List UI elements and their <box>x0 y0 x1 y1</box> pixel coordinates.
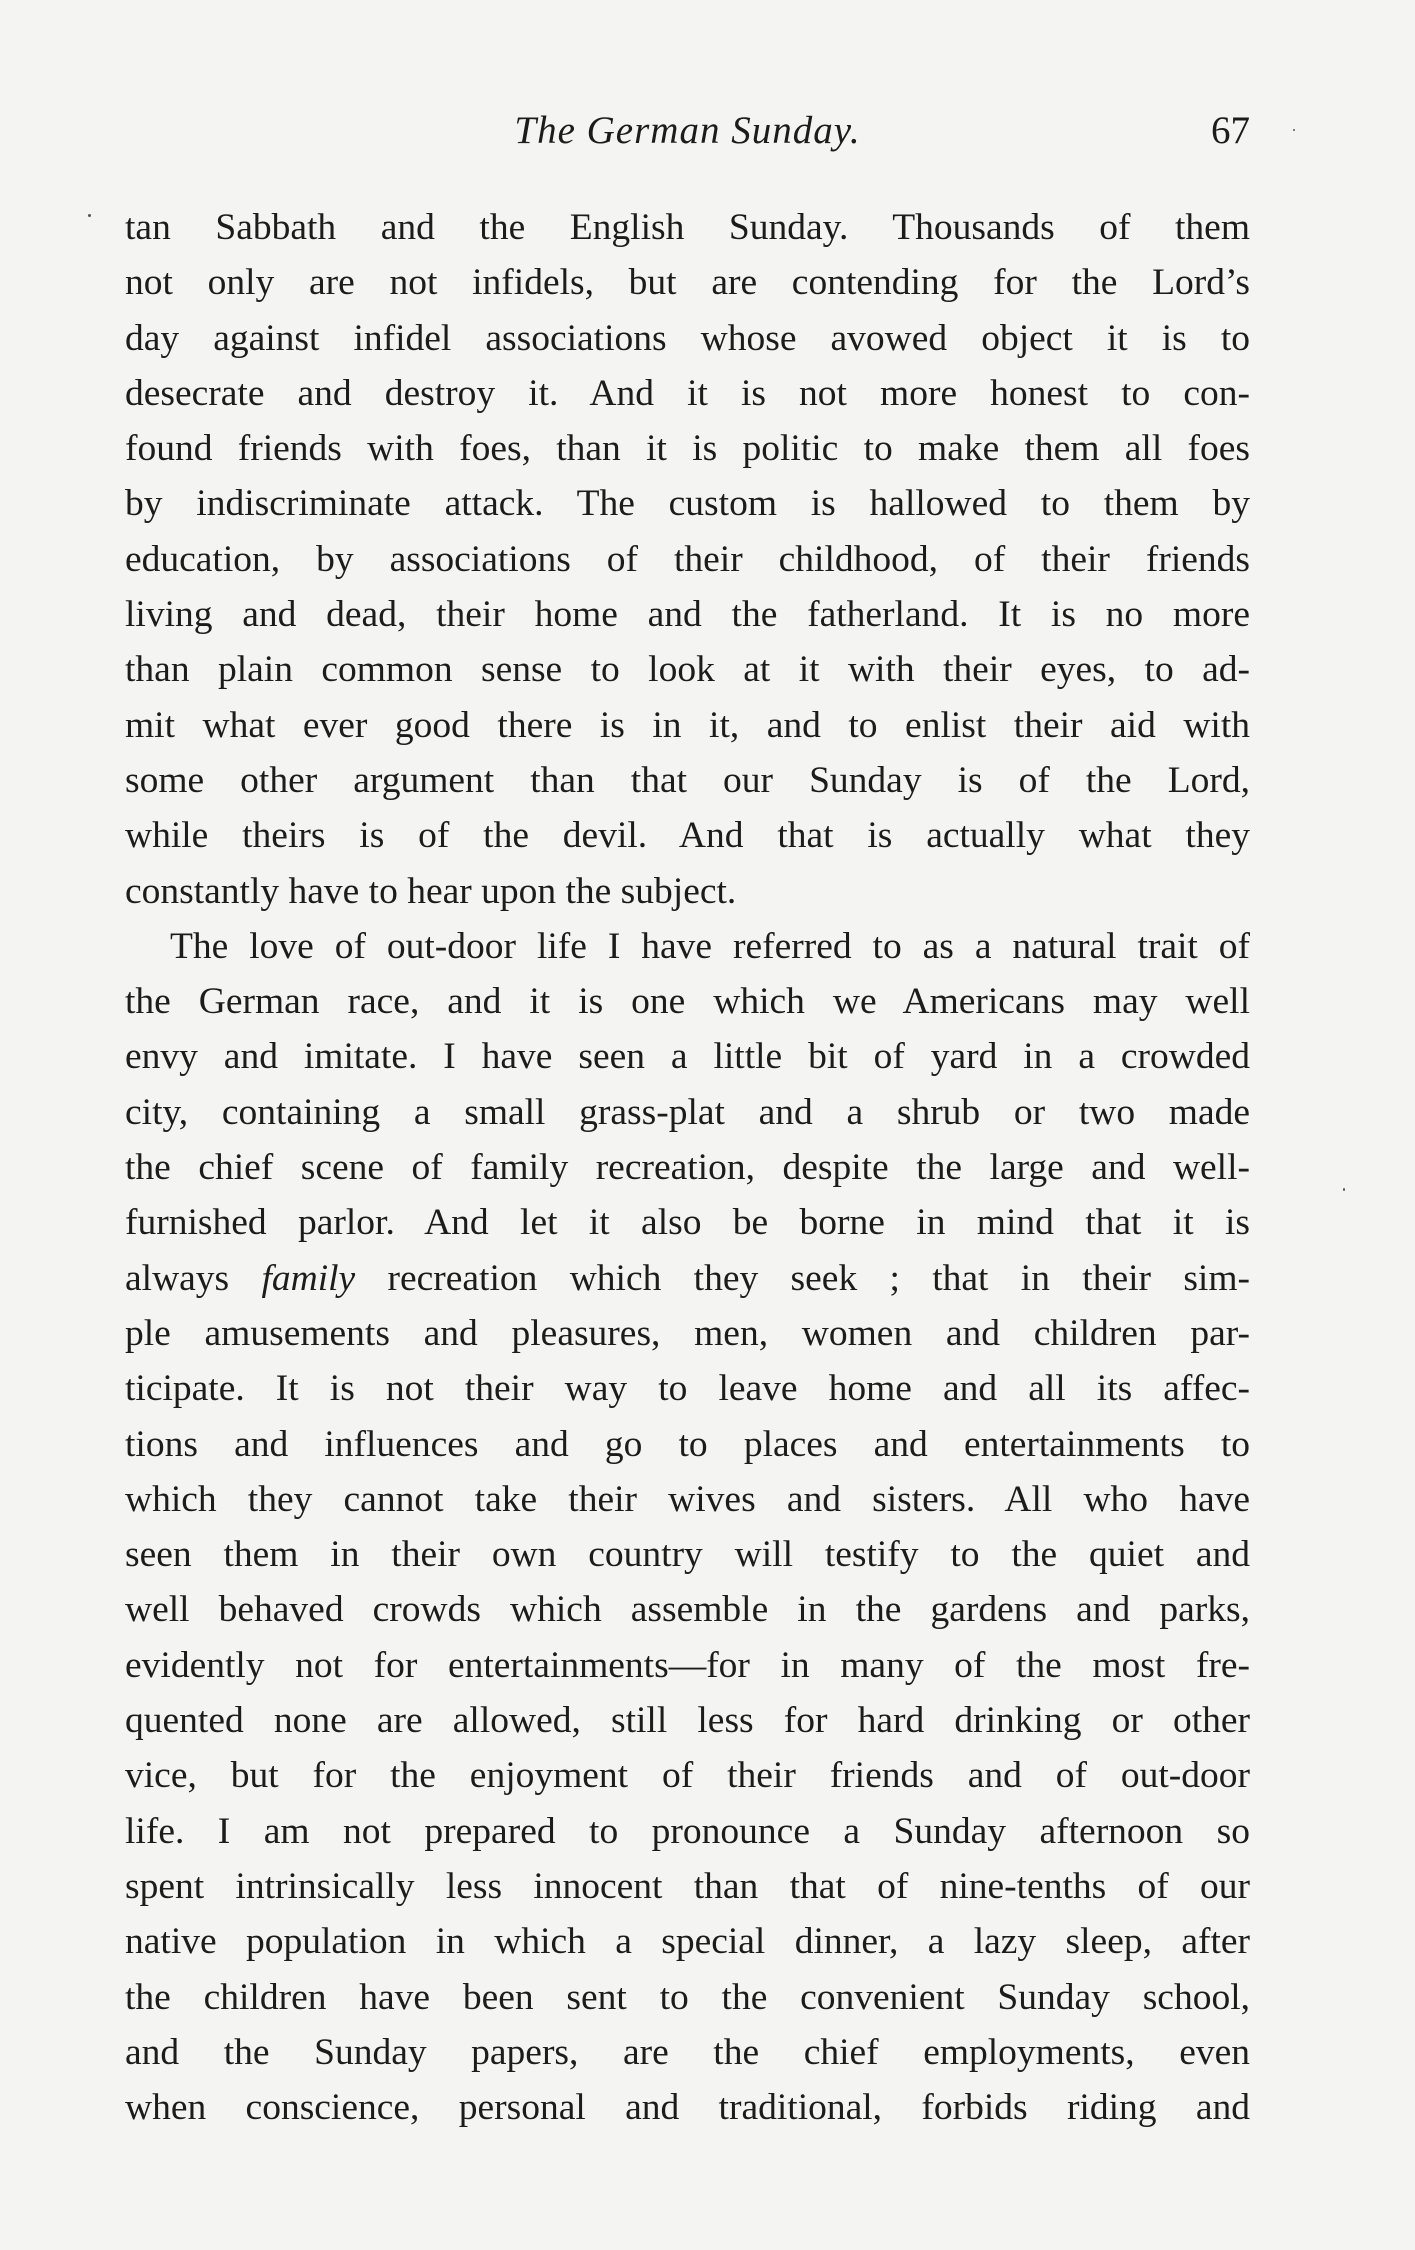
text-line: by indiscriminate attack. The custom is hallowed to them by <box>125 483 1250 525</box>
text-line: not only are not infidels, but are contending for the Lord’s <box>125 262 1250 304</box>
text-line: and the Sunday papers, are the chief employments, even <box>125 2031 1250 2073</box>
running-head <box>125 108 1250 168</box>
paragraph <box>125 200 1250 919</box>
text-line: evidently not for entertainments—for in many of the most fre- <box>125 1644 1250 1686</box>
text-line: the children have been sent to the convenient Sunday school, <box>125 1976 1250 2018</box>
text-line: vice, but for the enjoyment of their friends and of out-door <box>125 1755 1250 1797</box>
text-line: found friends with foes, than it is politic to make them all foes <box>125 428 1250 470</box>
text-segment: recreation which they seek ; that in their sim- <box>355 1257 1250 1299</box>
text-line: education, by associations of their childhood, of their friends <box>125 538 1250 580</box>
paragraph <box>125 919 1250 2136</box>
text-line: native population in which a special dinner, a lazy sleep, after <box>125 1921 1250 1963</box>
text-line: ticipate. It is not their way to leave home and all its affec- <box>125 1368 1250 1410</box>
text-line: tions and influences and go to places and entertainments to <box>125 1423 1250 1465</box>
text-line: desecrate and destroy it. And it is not more honest to con- <box>125 372 1250 414</box>
text-line: mit what ever good there is in it, and to enlist their aid with <box>125 704 1250 746</box>
text-line: some other argument than that our Sunday is of the Lord, <box>125 759 1250 801</box>
text-line: quented none are allowed, still less for hard drinking or other <box>125 1700 1250 1742</box>
text-line: well behaved crowds which assemble in the gardens and parks, <box>125 1589 1250 1631</box>
text-line: the chief scene of family recreation, despite the large and well- <box>125 1147 1250 1189</box>
text-line: day against infidel associations whose avowed object it is to <box>125 317 1250 359</box>
text-line: ple amusements and pleasures, men, women and children par- <box>125 1312 1250 1354</box>
text-line <box>125 1251 1250 1306</box>
text-line: than plain common sense to look at it with their eyes, to ad- <box>125 649 1250 691</box>
text-line: furnished parlor. And let it also be borne in mind that it is <box>125 1202 1250 1244</box>
page-number: 67 <box>1211 109 1250 152</box>
text-line: which they cannot take their wives and sisters. All who have <box>125 1478 1250 1520</box>
text-line: spent intrinsically less innocent than that of nine-tenths of our <box>125 1865 1250 1907</box>
text-line: living and dead, their home and the fatherland. It is no more <box>125 594 1250 636</box>
text-line: city, containing a small grass-plat and a shrub or two made <box>125 1091 1250 1133</box>
text-line: constantly have to hear upon the subject. <box>125 870 737 912</box>
body-text <box>125 200 1250 2135</box>
text-segment: always <box>125 1257 262 1299</box>
paper-speck <box>88 214 91 217</box>
text-line: when conscience, personal and traditional, forbids riding and <box>125 2087 1250 2129</box>
text-line: envy and imitate. I have seen a little bit of yard in a crowded <box>125 1036 1250 1078</box>
paper-speck <box>1293 129 1295 131</box>
text-line: life. I am not prepared to pronounce a Sunday afternoon so <box>125 1810 1250 1852</box>
running-title: The German Sunday. <box>514 109 861 152</box>
text-line: while theirs is of the devil. And that is actually what they <box>125 815 1250 857</box>
text-line: seen them in their own country will testify to the quiet and <box>125 1534 1250 1576</box>
text-line: the German race, and it is one which we Americans may well <box>125 981 1250 1023</box>
text-line: The love of out-door life I have referred to as a natural trait of <box>170 925 1250 967</box>
paper-speck <box>1343 1188 1345 1191</box>
emphasis-text: family <box>261 1257 356 1299</box>
text-line: tan Sabbath and the English Sunday. Thousands of them <box>125 207 1250 248</box>
